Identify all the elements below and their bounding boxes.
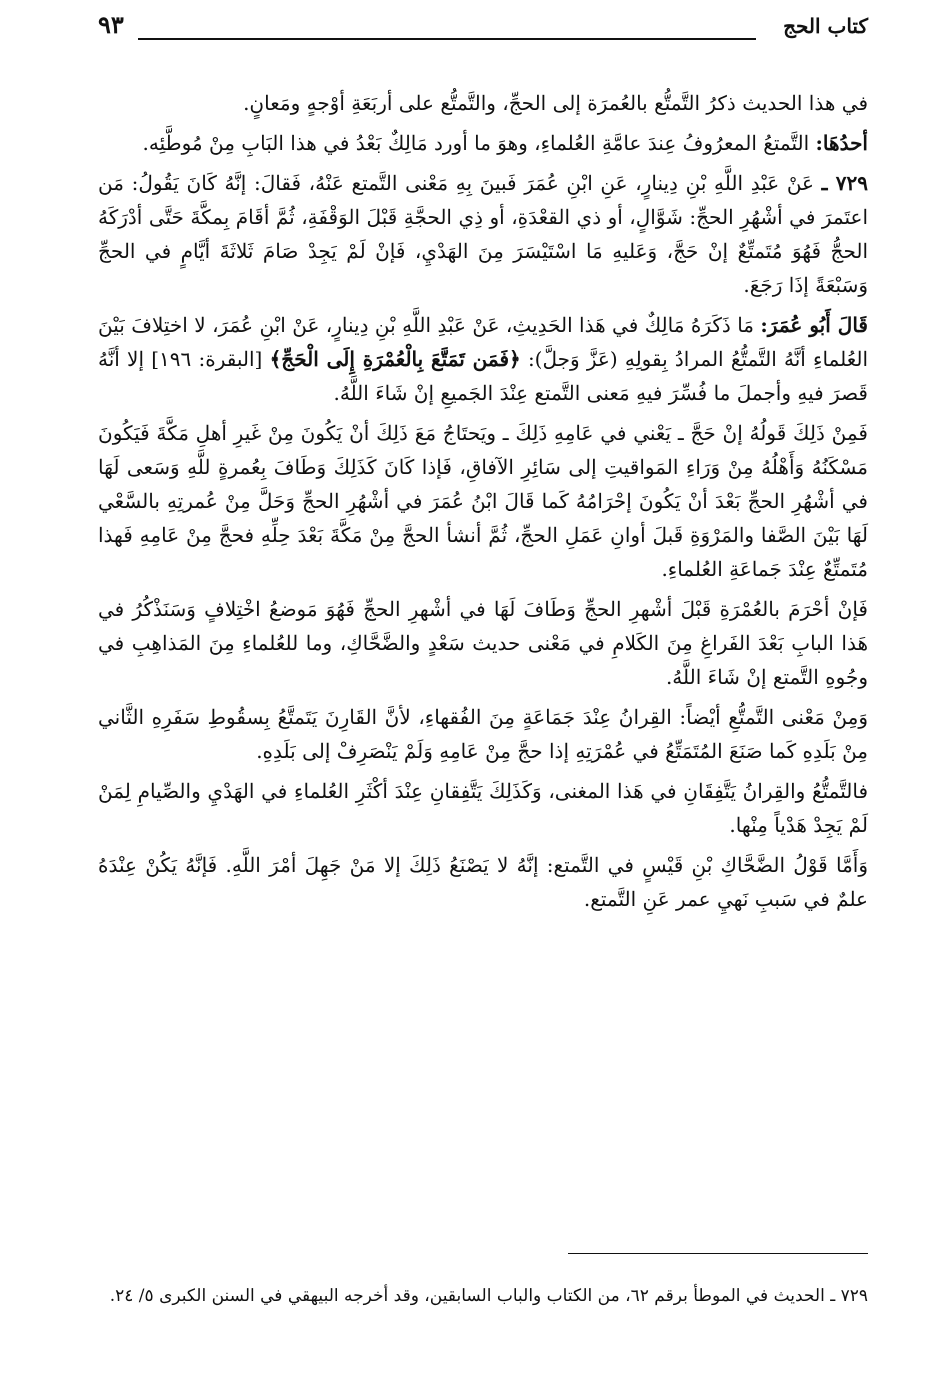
paragraph-text: فالتَّمتُّعُ والقِرانُ يَتَّفِقَانِ في هَذا المغنى، وَكَذَلِكَ يَتَّفِقانِ عِنْدَ أكْثَرِ العُلماءِ في الهَدْيِ والصِّيامِ لِمَنْ لَمْ يَجِدْ هَدْياً مِنْها. <box>98 779 868 837</box>
paragraph-conditions <box>98 416 868 586</box>
page-header <box>98 10 868 44</box>
hadith-number: ٧٢٩ ـ <box>821 171 868 195</box>
paragraph-text: مَا ذَكَرَهُ مَالِكٌ في هَذا الحَدِيثِ، عَنْ عَبْدِ اللَّهِ بْنِ دِينارٍ، عَنْ ابْنِ عُمَرَ، لا اختِلافَ بَيْنَ العُلماءِ أنَّهُ التَّمتُّعُ المرادُ بِقولِهِ (عَزَّ وَجلَّ): <box>98 313 869 371</box>
quran-quote: ﴿فَمَن تَمَتَّعَ بِالْعُمْرَةِ إِلَى الْحَجِّ﴾ <box>269 347 521 371</box>
paragraph-text: فَإنْ أحْرَمَ بالعُمْرَةِ قَبْلَ أشْهرِ الحجِّ وَطَافَ لَهَا في أشْهرِ الحجِّ فَهُوَ مَوضعُ اخْتِلافٍ وَسَنَذْكُرُ في هَذا البابِ بَعْدَ الفَراغِ مِنَ الكَلامِ في مَعْنى حديث سَعْدٍ والضَّحَّاكِ، وما للعُلماءِ مِنَ المَذاهِبِ في وجُوهِ التَّمتع إنْ شَاءَ اللَّهُ. <box>98 597 868 689</box>
paragraph-text: فَمِنْ ذَلِكَ قَولُهُ إنْ حَجَّ ـ يَعْني في عَامِهِ ذَلِكَ ـ ويَحتَاجُ مَعَ ذَلِكَ أنْ يَكُونَ مِنْ غَيرِ أهلِ مَكَّةَ فَيَكُونَ مَسْكَنُهُ وَأَهْلُهُ مِنْ وَرَاءِ المَواقيتِ إلى سَائِرِ الآفاقِ، فَإذا كَانَ كَذَلِكَ وَطَافَ بِعُمرةٍ للَّهِ وَسَعى لَهَا في أشْهُرِ الحجِّ بَعْدَ أنْ يَكُونَ إحْرَامُهُ كَما قَالَ ابْنُ عُمَرَ في أشْهُرِ الحجِّ وَحَلَّ مِنْ عُمرتِهِ بالسَّعْي لَهَا بَيْنَ الصَّفا والمَرْوَةِ قَبلَ أوانِ عَمَلِ الحجِّ، ثُمَّ أنشأ الحجَّ مِنْ مَكَّةَ بَعْدَ حِلِّهِ فحجَّ مِنْ عَامِهِ فَهذا مُتَمتِّعٌ عِنْدَ جَماعَةِ العُلماءِ. <box>98 421 868 581</box>
paragraph-text: التَّمتعُ المعرُوفُ عِندَ عامَّةِ العُلماءِ، وهوَ ما أورد مَالِكٌ بَعْدُ في هذا البَابِ مِنْ مُوطَّئِه. <box>142 131 816 155</box>
paragraph-lead: قَالَ أَبُو عُمَرَ: <box>760 313 868 337</box>
footnote-rule <box>568 1253 868 1254</box>
footnote: ٧٢٩ ـ الحديث في الموطأ برقم ٦٢، من الكتاب والباب السابقين، وقد أخرجه البيهقي في السنن الكبرى ٥/ ٢٤. <box>109 1286 868 1306</box>
paragraph-first-aspect <box>98 126 868 160</box>
paragraph-text: عَنْ عَبْدِ اللَّهِ بْنِ دِينارٍ، عَنِ ابْنِ عُمَرَ فَبينَ بِهِ مَعْنى التَّمتع عَنْهُ، فَقالَ: إنَّهُ كَانَ يَقُولُ: مَن اعتَمرَ في أشْهُرِ الحجِّ: شَوَّالٍ، أو ذي القعْدَةِ، أو ذِي الحجَّةِ قَبْلَ الوَقْفَةِ، ثُمَّ أقَامَ بِمكَّةَ حَتَّى أدْرَكَهُ الحجُّ فَهُوَ مُتَمتِّعٌ إنْ حَجَّ، وَعَليهِ مَا اسْتَيْسَرَ مِنَ الهَدْيِ، فَإنْ لَمْ يَجِدْ صَامَ ثَلاثَةَ أيَّامٍ في الحجِّ وَسَبْعَةً إذَا رَجَعَ. <box>98 171 868 297</box>
paragraph-lead: أحدُهَا: <box>815 131 868 155</box>
paragraph-abu-umar <box>98 308 868 410</box>
paragraph-qiran <box>98 700 868 768</box>
paragraph-text: وَأَمَّا قَوْلُ الضَّحَّاكِ بْنِ قَيْسٍ في التَّمتع: إنَّهُ لا يَصْنَعُ ذَلِكَ إلا مَنْ جَهِلَ أمْرَ اللَّهِ. فَإنَّهُ يَكُنْ عِنْدَهُ علمٌ في سَببِ نَهيِ عمر عَنِ التَّمتع. <box>98 853 868 911</box>
paragraph-disagreement <box>98 592 868 694</box>
paragraph-dahhak <box>98 848 868 916</box>
page-number: ٩٣ <box>98 10 124 39</box>
paragraph-agreement <box>98 774 868 842</box>
running-title: كتاب الحج <box>783 14 868 38</box>
book-page <box>98 0 868 1389</box>
paragraph-intro <box>98 86 868 120</box>
paragraph-text-cont: [البقرة: ١٩٦] إلا أنَّهُ قَصرَ فيهِ وأجملَ ما فُسِّرَ فيهِ مَعنى التَّمتع عِنْدَ الجَميعِ إنْ شَاءَ اللَّهُ. <box>98 347 868 405</box>
paragraph-text: وَمِنْ مَعْنى التَّمتُّعِ أيْضاً: القِرانُ عِنْدَ جَمَاعَةٍ مِنَ الفُقهاءِ، لأنَّ القَارِنَ يَتَمتَّعُ بِسقُوطِ سَفَرِهِ الثَّاني مِنْ بَلَدِهِ كَما صَنَعَ المُتَمَتِّعُ في عُمْرَتِهِ إذا حجَّ مِنْ عَامِهِ وَلَمْ يَنْصَرِفْ إلى بَلَدِهِ. <box>98 705 868 763</box>
body-text <box>98 86 868 922</box>
paragraph-hadith-729 <box>98 166 868 302</box>
header-rule <box>138 38 756 40</box>
paragraph-text: في هذا الحديث ذكرُ التَّمتُّع بالعُمرَة إلى الحجِّ، والتَّمتُّع على أربَعَةِ أوْجهٍ ومَعانٍ. <box>243 91 868 115</box>
